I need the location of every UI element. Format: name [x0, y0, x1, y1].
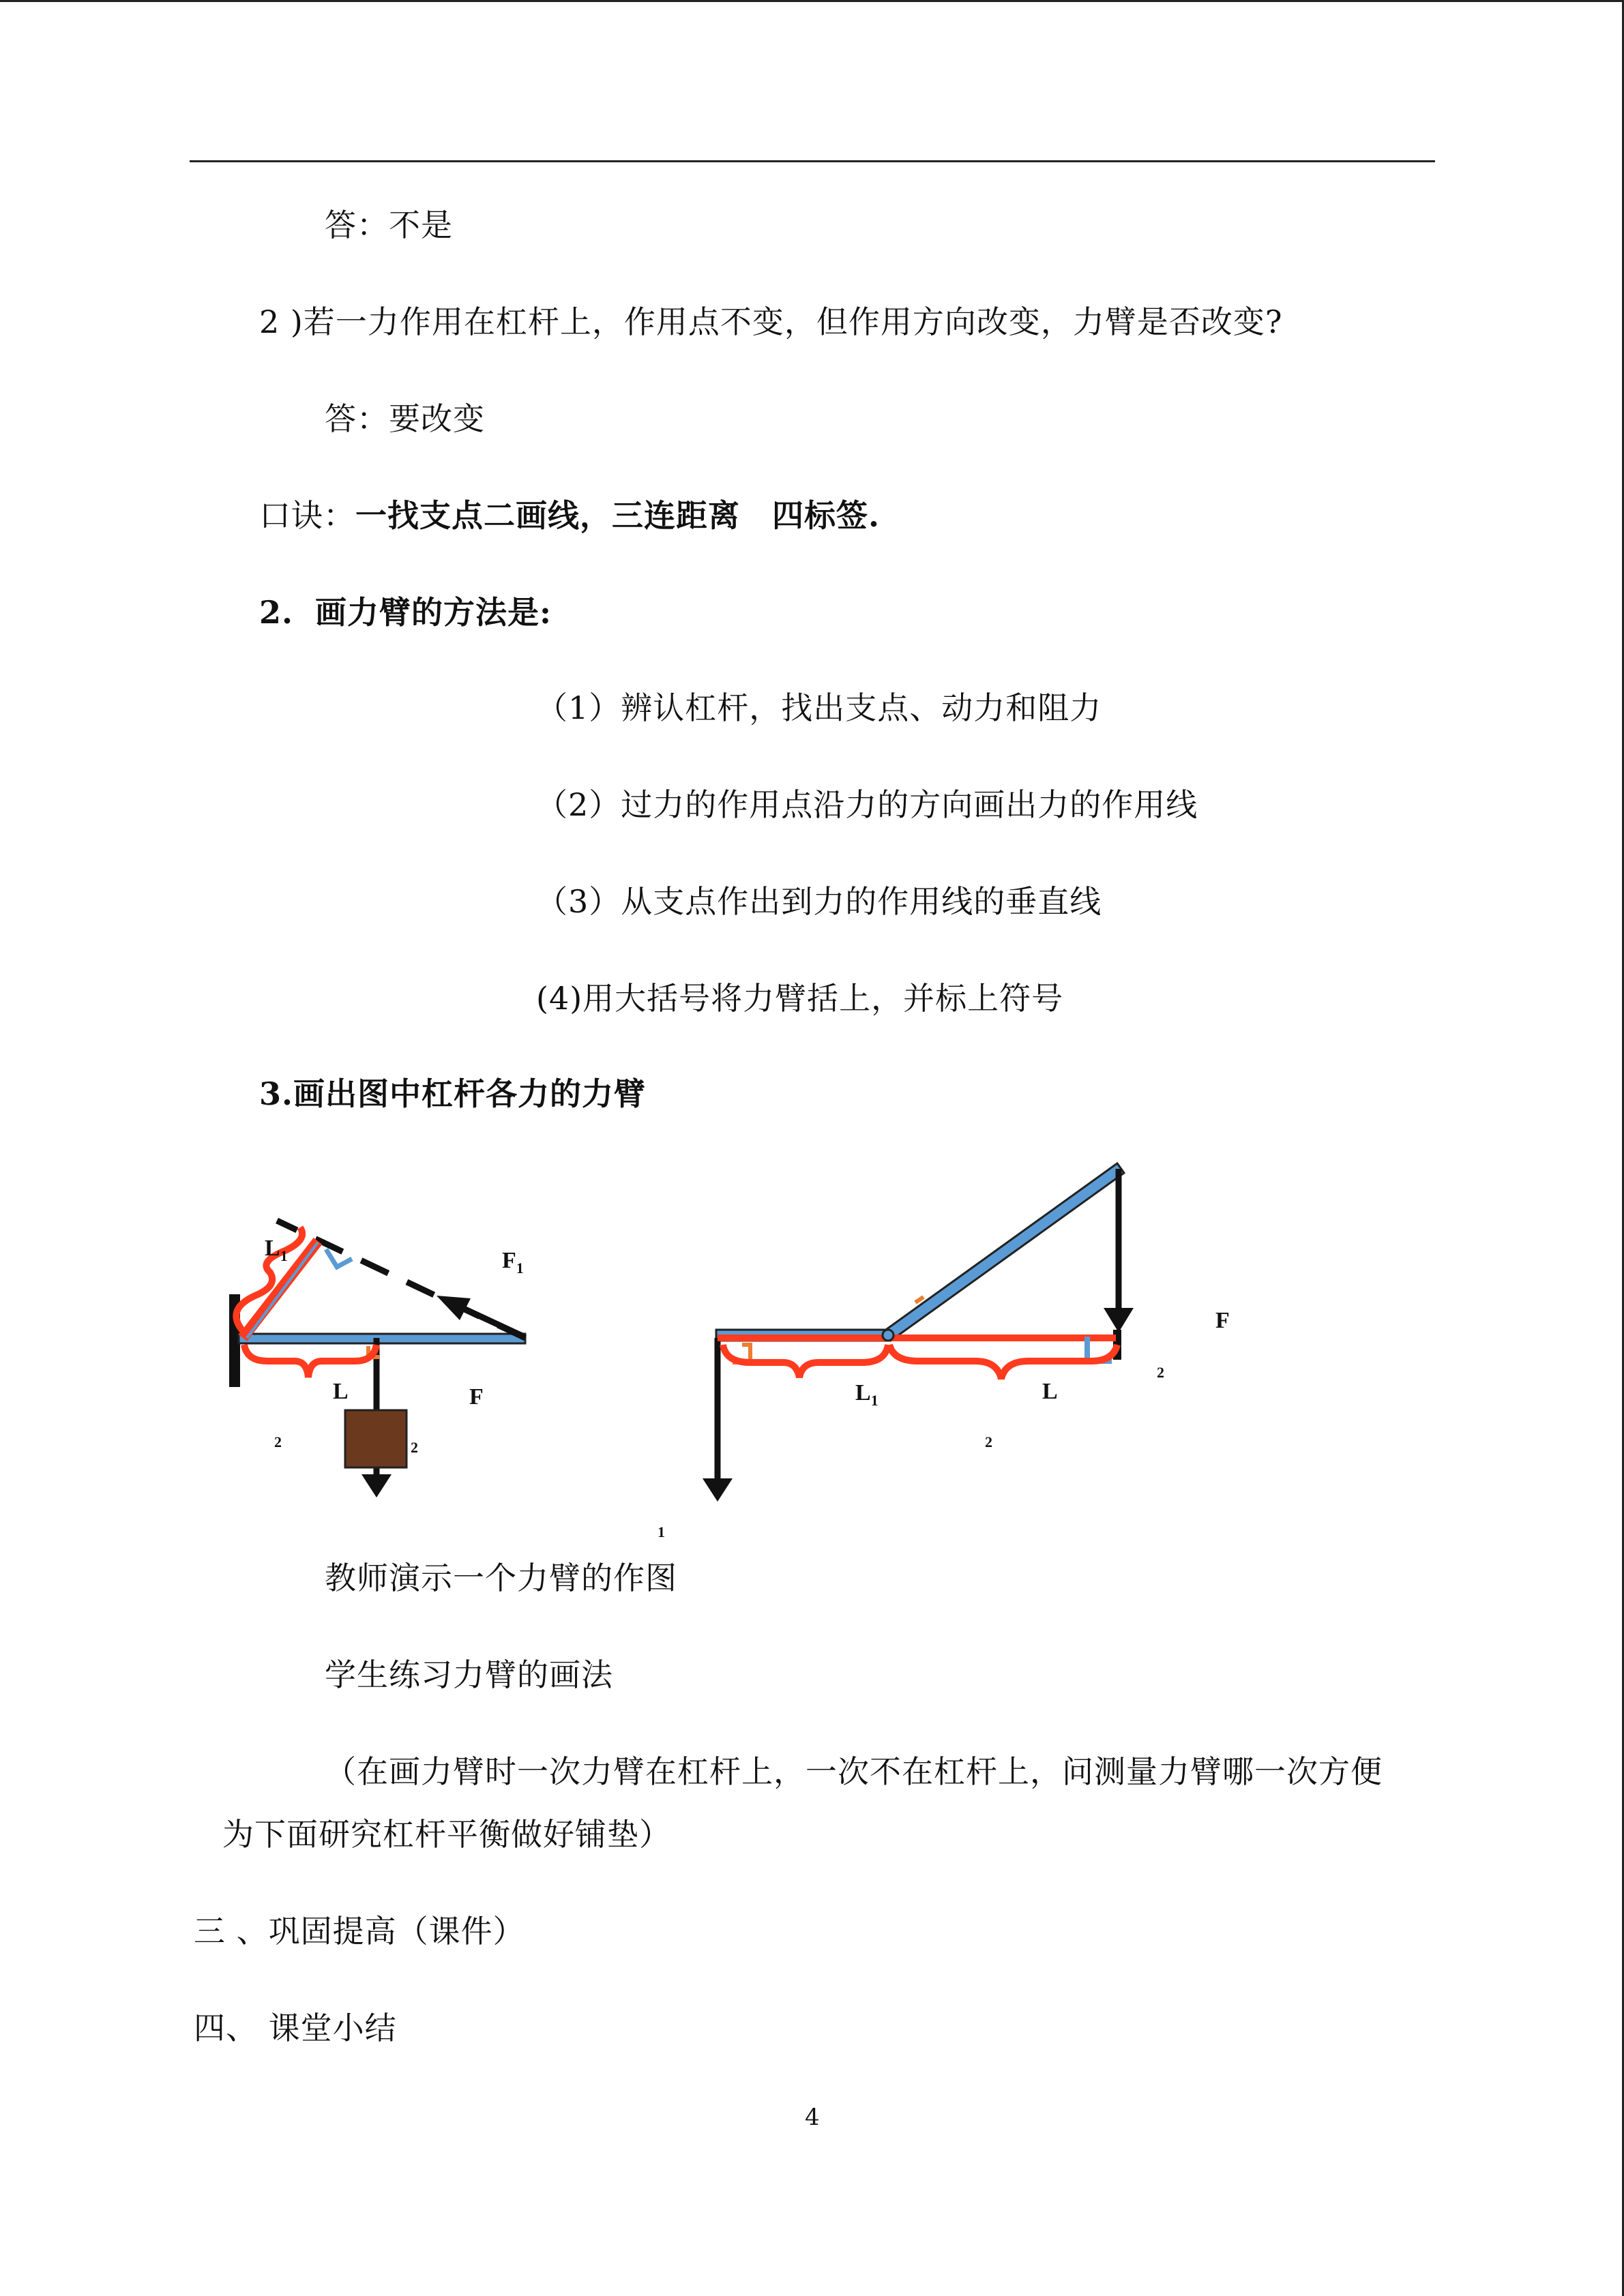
f1-arrowhead-right: [703, 1478, 733, 1502]
right-label-l1: $L_1$: [855, 1380, 879, 1409]
mnemonic-prefix: 口诀：: [259, 497, 355, 534]
teacher-demo: 教师演示一个力臂的作图: [325, 1560, 677, 1596]
left-lever-bar: [239, 1334, 525, 1343]
right-lever-arm: [884, 1163, 1124, 1341]
left-label-l2: L: [333, 1379, 349, 1404]
section-three: 三 、巩固提高（课件）: [194, 1913, 525, 1950]
student-practice: 学生练习力臂的画法: [325, 1656, 613, 1693]
pivot-right: [883, 1330, 894, 1341]
right-label-l2-sub: 2: [985, 1433, 992, 1450]
section-3-heading: 3.画出图中杠杆各力的力臂: [259, 1075, 647, 1112]
section-four: 四、 课堂小结: [194, 2010, 397, 2046]
answer-1: 答：不是: [325, 207, 453, 243]
figure-right: [703, 1163, 1134, 1502]
step-3: （3）从支点作出到力的作用线的垂直线: [536, 883, 1102, 920]
f1-arrowhead: [437, 1296, 471, 1320]
page-number: 4: [805, 2104, 820, 2131]
mnemonic-text: 一找支点二画线，三连距离 四标签.: [355, 497, 881, 534]
left-label-l1: $L_1$: [265, 1236, 288, 1264]
section-2-number: 2.: [259, 594, 294, 631]
note-line-1: （在画力臂时一次力臂在杠杆上，一次不在杠杆上，问测量力臂哪一次方便: [325, 1753, 1383, 1790]
right-label-f2-sub: 2: [1157, 1364, 1164, 1381]
question-2: 2 )若一力作用在杠杆上，作用点不变，但作用方向改变，力臂是否改变?: [259, 303, 1283, 340]
step-2: （2）过力的作用点沿力的方向画出力的作用线: [536, 786, 1198, 823]
l2-brace-right: [889, 1345, 1117, 1379]
left-label-f2: F: [469, 1384, 484, 1410]
section-2-title: 画力臂的方法是:: [315, 594, 552, 631]
l2-brace: [244, 1345, 377, 1377]
f2-arrowhead-right: [1104, 1308, 1134, 1332]
left-label-l2-sub: 2: [274, 1433, 282, 1450]
pivot-mark-right: [915, 1297, 924, 1302]
f2-arrowhead: [361, 1474, 392, 1497]
weight: [345, 1410, 407, 1467]
right-label-f2: F: [1215, 1308, 1230, 1333]
right-label-f1-sub: 1: [658, 1523, 665, 1540]
left-label-f2-sub: 2: [411, 1439, 418, 1456]
l1-brace-right: [723, 1345, 888, 1377]
step-4: (4)用大括号将力臂括上，并标上符号: [536, 980, 1064, 1017]
step-1: （1）辨认杠杆，找出支点、动力和阻力: [536, 689, 1102, 726]
left-label-f1: $F_1$: [502, 1248, 524, 1277]
answer-2: 答：要改变: [325, 400, 485, 437]
note-line-2: 为下面研究杠杆平衡做好铺垫）: [222, 1816, 671, 1853]
right-label-l2: L: [1042, 1379, 1058, 1404]
